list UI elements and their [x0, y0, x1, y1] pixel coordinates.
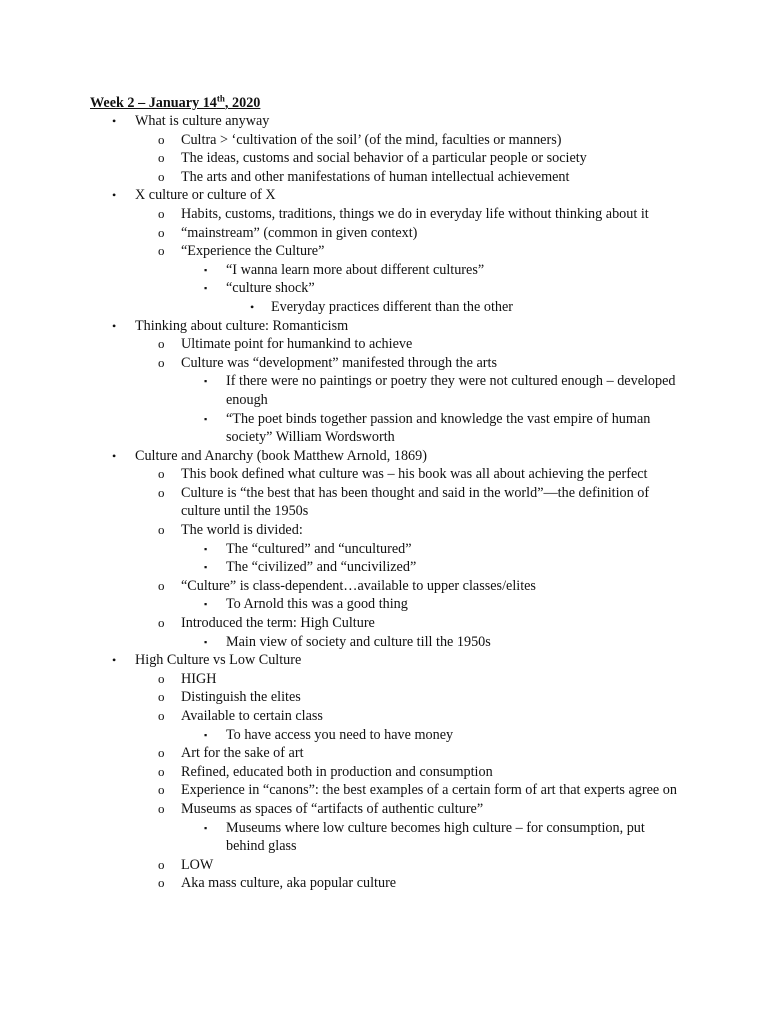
bullet-marker: o [158, 224, 165, 240]
list-item [0, 670, 768, 689]
list-item [0, 874, 768, 893]
list-item [0, 131, 768, 150]
bullet-marker: o [158, 466, 165, 482]
bullet-marker: • [112, 448, 117, 463]
list-item-text: Ultimate point for humankind to achieve [181, 336, 413, 353]
bullet-marker: • [112, 114, 117, 128]
list-item-text: Art for the sake of art [181, 745, 304, 762]
list-item [0, 856, 768, 875]
bullet-marker: ▪ [204, 599, 208, 610]
page-title-ordinal-suffix: th [216, 93, 225, 104]
list-item-text: To Arnold this was a good thing [226, 596, 408, 613]
bullet-marker: o [158, 745, 165, 761]
bullet-marker: ▪ [204, 562, 208, 573]
bullet-marker: o [158, 522, 165, 538]
bullet-marker: o [158, 243, 165, 259]
bullet-marker: ▪ [204, 413, 208, 424]
bullet-marker: o [158, 168, 165, 184]
bullet-marker: ▪ [204, 283, 208, 294]
list-item-text: Distinguish the elites [181, 689, 301, 706]
list-item-text: “Culture” is class-dependent…available to upper classes/elites [181, 577, 536, 594]
list-item [0, 410, 768, 447]
list-item [0, 651, 768, 670]
list-item [0, 317, 768, 336]
list-item-text: High Culture vs Low Culture [135, 652, 302, 669]
bullet-marker: • [250, 299, 255, 314]
list-item [0, 149, 768, 168]
list-item [0, 242, 768, 261]
bullet-marker: ▪ [204, 822, 208, 833]
bullet-marker: o [158, 336, 165, 352]
list-item [0, 298, 768, 317]
bullet-marker: o [158, 131, 165, 147]
list-item-text: Culture is “the best that has been thought and said in the world”—the definition of culture until the 1950s [181, 484, 650, 520]
bullet-marker: o [158, 670, 165, 686]
list-item-text: Refined, educated both in production and consumption [181, 763, 493, 780]
list-item [0, 707, 768, 726]
bullet-marker: ▪ [204, 636, 208, 647]
bullet-marker: o [158, 782, 165, 798]
list-item-text: Everyday practices different than the other [271, 298, 513, 315]
list-item-text: Experience in “canons”: the best examples of a certain form of art that experts agree on [181, 782, 677, 799]
bullet-marker: ▪ [204, 543, 208, 554]
list-item-text: The “cultured” and “uncultured” [226, 540, 412, 557]
bullet-marker: • [112, 188, 117, 203]
list-item-text: Aka mass culture, aka popular culture [181, 875, 397, 892]
page-title [90, 94, 260, 113]
list-item-text: Thinking about culture: Romanticism [135, 317, 349, 334]
list-item-text: X culture or culture of X [135, 187, 276, 204]
bullet-marker: o [158, 150, 165, 166]
bullet-marker: ▪ [204, 376, 208, 387]
list-item-text: LOW [181, 856, 214, 873]
bullet-marker: o [158, 577, 165, 593]
bullet-marker: • [112, 653, 117, 668]
list-item [0, 168, 768, 187]
list-item [0, 633, 768, 652]
list-item [0, 819, 768, 856]
list-item [0, 614, 768, 633]
list-item-text: If there were no paintings or poetry they were not cultured enough – developed enough [226, 373, 676, 408]
bullet-marker: o [158, 205, 165, 221]
list-item [0, 261, 768, 280]
list-item [0, 186, 768, 205]
list-item-text: To have access you need to have money [226, 726, 454, 743]
list-item [0, 688, 768, 707]
bullet-marker: o [158, 800, 165, 816]
list-item [0, 595, 768, 614]
list-item [0, 763, 768, 782]
list-item [0, 112, 768, 131]
list-item [0, 558, 768, 577]
list-item-text: The world is divided: [181, 522, 303, 539]
bullet-marker: o [158, 708, 165, 723]
list-item [0, 781, 768, 800]
list-item-text: “I wanna learn more about different cultures” [226, 261, 485, 278]
list-item [0, 372, 768, 409]
page-title-date: Week 2 – January 14 [90, 95, 217, 111]
list-item-text: Introduced the term: High Culture [181, 615, 375, 632]
bullet-marker: o [158, 875, 165, 891]
list-item [0, 577, 768, 596]
list-item-text: “Experience the Culture” [181, 243, 325, 260]
page-title-year: , 2020 [224, 95, 261, 111]
list-item-text: Culture was “development” manifested through the arts [181, 354, 497, 371]
list-item-text: Museums where low culture becomes high culture – for consumption, put behind glass [226, 819, 645, 855]
bullet-marker: o [158, 763, 165, 779]
list-item-text: What is culture anyway [135, 113, 270, 129]
list-item [0, 354, 768, 373]
list-item [0, 465, 768, 484]
list-item-text: The “civilized” and “uncivilized” [226, 559, 417, 576]
list-item [0, 540, 768, 559]
bullet-marker: ▪ [204, 729, 208, 740]
list-item [0, 484, 768, 521]
list-item [0, 726, 768, 745]
list-item-text: This book defined what culture was – his book was all about achieving the perfect [181, 466, 648, 483]
list-item-text: HIGH [181, 670, 217, 687]
list-item [0, 279, 768, 298]
list-item-text: Available to certain class [181, 708, 323, 724]
bullet-marker: o [158, 856, 165, 872]
list-item-text: Main view of society and culture till the 1950s [226, 633, 491, 650]
list-item-text: Habits, customs, traditions, things we do in everyday life without thinking about it [181, 205, 649, 222]
list-item-text: “The poet binds together passion and knowledge the vast empire of human society” William Wordsworth [226, 410, 651, 446]
notes-outline [0, 112, 768, 893]
bullet-marker: ▪ [204, 264, 208, 275]
list-item [0, 224, 768, 243]
list-item-text: Museums as spaces of “artifacts of authentic culture” [181, 800, 484, 817]
bullet-marker: o [158, 615, 165, 631]
list-item [0, 800, 768, 819]
list-item-text: Cultra > ‘cultivation of the soil’ (of the mind, faculties or manners) [181, 131, 562, 148]
list-item [0, 744, 768, 763]
bullet-marker: • [112, 318, 117, 333]
bullet-marker: o [158, 484, 165, 500]
bullet-marker: o [158, 354, 165, 370]
list-item-text: “culture shock” [226, 280, 315, 297]
list-item [0, 335, 768, 354]
list-item-text: The ideas, customs and social behavior of a particular people or society [181, 150, 587, 167]
list-item [0, 205, 768, 224]
list-item-text: The arts and other manifestations of human intellectual achievement [181, 168, 570, 185]
list-item [0, 447, 768, 466]
bullet-marker: o [158, 689, 165, 705]
list-item [0, 521, 768, 540]
list-item-text: “mainstream” (common in given context) [181, 224, 418, 241]
list-item-text: Culture and Anarchy (book Matthew Arnold, 1869) [135, 447, 427, 464]
